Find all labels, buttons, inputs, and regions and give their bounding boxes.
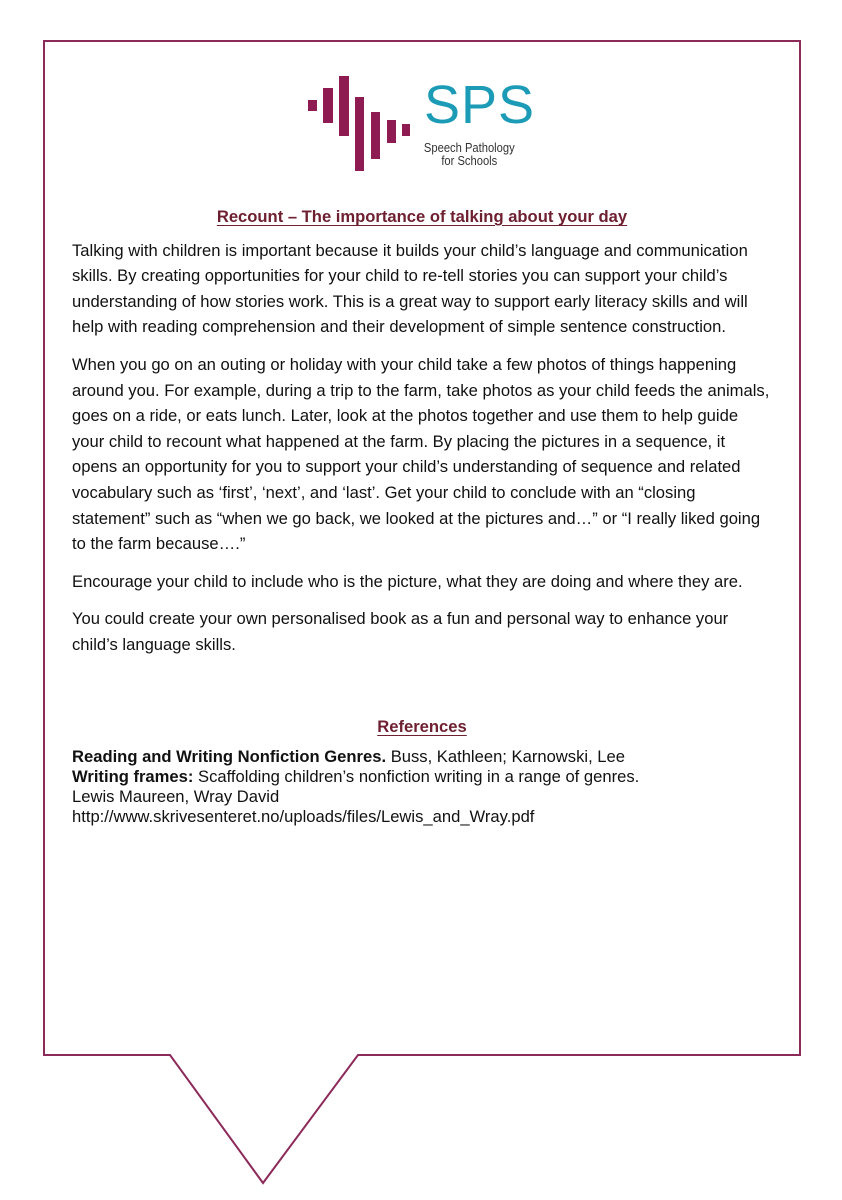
- logo-wordmark: SPS: [424, 75, 536, 135]
- paragraph: You could create your own personalised book as a fun and personal way to enhance your child’s language skills.: [72, 609, 729, 654]
- references-heading: References: [377, 716, 467, 736]
- paragraph: Talking with children is important because it builds your child’s language and communication skills. By creating opportunities for your child to re-tell stories you can support your child’s understanding of how stories work. This is a great way to support early literacy skills and will help with reading comprehension and their development of simple sentence construction.: [72, 240, 748, 337]
- paragraph: When you go on an outing or holiday with your child take a few photos of things happening around you. For example, during a trip to the farm, take photos as your child feeds the animals, goes on a ride, or eats lunch. Later, look at the photos together and use them to help guide your child to recount what happened at the farm. By placing the pictures in a sequence, it opens an opportunity for you to support your child’s understanding of sequence and related vocabulary such as ‘first’, ‘next’, and ‘last’. Get your child to conclude with an “closing statement” such as “when we go back, we looked at the pictures and…” or “I really liked going to the farm because….”: [72, 354, 770, 554]
- logo-subtitle: [422, 141, 517, 167]
- page-title: Recount – The importance of talking about your day: [216, 207, 628, 226]
- reference-description: Scaffolding children’s nonfiction writing in a range of genres.: [193, 767, 640, 787]
- logo-subtitle-line1: Speech Pathology: [423, 140, 515, 155]
- reference-title: Reading and Writing Nonfiction Genres.: [72, 747, 387, 767]
- reference-authors: Buss, Kathleen; Karnowski, Lee: [386, 747, 625, 767]
- reference-authors: Lewis Maureen, Wray David: [72, 787, 280, 807]
- document-body: [72, 204, 772, 827]
- reference-item: [72, 767, 772, 787]
- reference-item: [72, 747, 772, 767]
- reference-url[interactable]: http://www.skrivesenteret.no/uploads/files/Lewis_and_Wray.pdf: [72, 807, 535, 827]
- paragraph: Encourage your child to include who is the picture, what they are doing and where they are.: [72, 571, 743, 591]
- reference-title: Writing frames:: [72, 767, 194, 787]
- logo-subtitle-line2: for Schools: [441, 153, 498, 168]
- references-list: [72, 747, 772, 827]
